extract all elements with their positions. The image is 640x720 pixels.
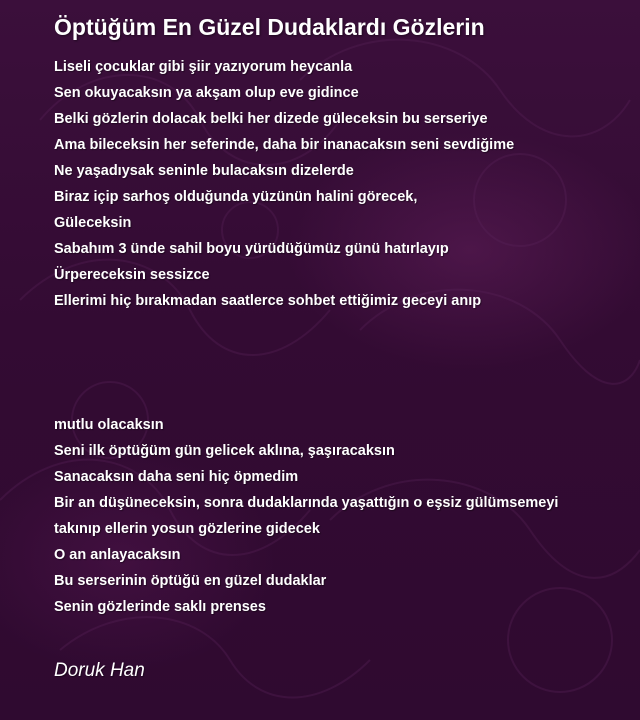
stanza-2 [54, 412, 558, 620]
poem-line: Güleceksin [54, 215, 132, 231]
poem-line: Sabahım 3 ünde sahil boyu yürüdüğümüz günü hatırlayıp [54, 241, 449, 257]
stanza-1 [54, 54, 514, 314]
poem-line: Ne yaşadıysak seninle bulacaksın dizelerde [54, 163, 354, 179]
poem-line: Belki gözlerin dolacak belki her dizede güleceksin bu serseriye [54, 111, 488, 127]
poem-line: Sanacaksın daha seni hiç öpmedim [54, 469, 299, 485]
poem-line: takınıp ellerin yosun gözlerine gidecek [54, 521, 320, 537]
poem-line: Biraz içip sarhoş olduğunda yüzünün halini görecek, [54, 189, 418, 205]
poem-line: Ama bileceksin her seferinde, daha bir inanacaksın seni sevdiğime [54, 137, 515, 153]
poem-line: Bir an düşüneceksin, sonra dudaklarında yaşattığın o eşsiz gülümsemeyi [54, 495, 559, 511]
poem-line: Senin gözlerinde saklı prenses [54, 599, 266, 615]
poem-line: O an anlayacaksın [54, 547, 181, 563]
poem-line: Liseli çocuklar gibi şiir yazıyorum heycanla [54, 59, 353, 75]
poem-line: Ürpereceksin sessizce [54, 267, 210, 283]
poem-title: Öptüğüm En Güzel Dudaklardı Gözlerin [54, 14, 485, 40]
poem-line: Seni ilk öptüğüm gün gelicek aklına, şaşıracaksın [54, 443, 395, 459]
poem-line: Sen okuyacaksın ya akşam olup eve gidince [54, 85, 359, 101]
poem-line: Bu serserinin öptüğü en güzel dudaklar [54, 573, 327, 589]
poem-line: mutlu olacaksın [54, 417, 164, 433]
poem-author: Doruk Han [54, 660, 145, 681]
poem-line: Ellerimi hiç bırakmadan saatlerce sohbet ettiğimiz geceyi anıp [54, 293, 482, 309]
